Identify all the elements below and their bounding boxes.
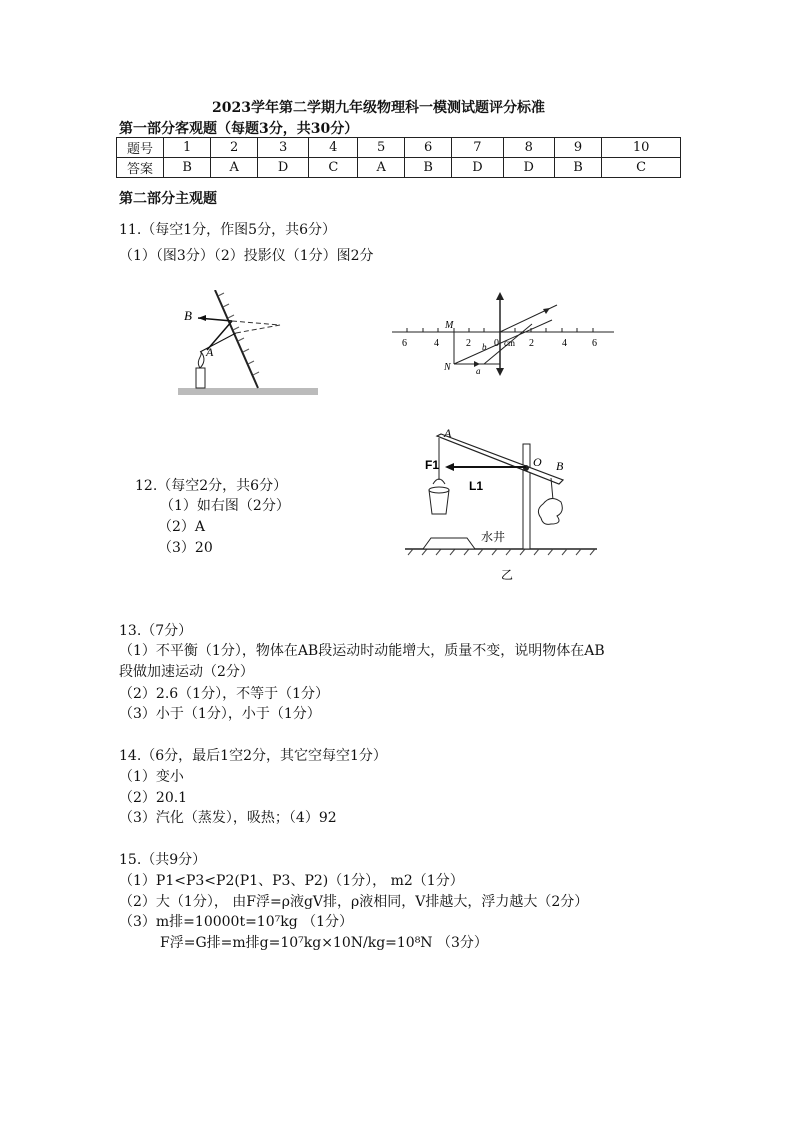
- q11-line1: （1）（图3分）（2）投影仪（1分）图2分: [119, 248, 374, 264]
- table-cell: B: [554, 158, 601, 178]
- ground-hatch: [408, 549, 595, 555]
- tick-label: 6: [592, 338, 597, 349]
- q12-line3: （3）20: [158, 540, 213, 556]
- table-cell: 3: [257, 138, 308, 158]
- table-cell: 10: [602, 138, 681, 158]
- lens-arrow-top: [496, 292, 504, 300]
- tick-label: 0: [494, 338, 499, 349]
- table-cell: C: [309, 158, 358, 178]
- label-a: A: [206, 345, 214, 359]
- ground: [178, 388, 318, 395]
- arm-arrow: [445, 463, 454, 471]
- table-cell: 7: [452, 138, 503, 158]
- candle: [196, 368, 205, 388]
- tick-label: 2: [529, 338, 534, 349]
- q12-header: 12.（每空2分，共6分）: [135, 478, 288, 494]
- q14-header: 14.（6分，最后1空2分，其它空每空1分）: [119, 748, 387, 764]
- bucket: [429, 490, 449, 514]
- tick-label: 6: [402, 338, 407, 349]
- q13-line3: （3）小于（1分），小于（1分）: [119, 706, 321, 722]
- q12-line2: （2）A: [158, 519, 206, 535]
- mirror-hatch: [218, 293, 259, 375]
- virtual-ray-1: [232, 321, 280, 325]
- q15-line2: （2）大（1分）， 由F浮=ρ液gV排，ρ液相同，V排越大，浮力越大（2分）: [119, 894, 589, 910]
- q13-line1b: 段做加速运动（2分）: [119, 664, 254, 680]
- table-cell: A: [211, 158, 258, 178]
- mirror-line: [215, 290, 258, 388]
- tick-label: 4: [434, 338, 439, 349]
- unit-label: cm: [504, 338, 515, 348]
- table-cell: D: [503, 158, 554, 178]
- label-a: a: [476, 366, 481, 376]
- table-cell: D: [452, 158, 503, 178]
- arrow-head: [198, 315, 206, 321]
- q15-line1: （1）P1<P3<P2(P1、P3、P2)（1分）， m2（1分）: [119, 873, 464, 889]
- q14-line2: （2）20.1: [119, 790, 188, 806]
- table-cell: B: [404, 158, 451, 178]
- q13-line1: （1）不平衡（1分），物体在AB段运动时动能增大，质量不变，说明物体在AB: [119, 643, 605, 659]
- label-m: M: [445, 320, 454, 331]
- lever-bar: [437, 434, 563, 484]
- q14-line3: （3）汽化（蒸发），吸热；（4）92: [119, 810, 337, 826]
- q12-line1: （1）如右图（2分）: [160, 498, 290, 514]
- label-b: b: [482, 342, 487, 352]
- figure-caption: 乙: [501, 568, 514, 582]
- q15-line3: （3）m排=10000t=10⁷kg （1分）: [119, 914, 354, 930]
- table-cell: D: [257, 158, 308, 178]
- q15-line4: F浮=G排=m排g=10⁷kg×10N/kg=10⁸N （3分）: [160, 935, 488, 951]
- label-b: B: [556, 459, 564, 473]
- virtual-ray-2: [236, 325, 280, 333]
- q11-header: 11.（每空1分，作图5分，共6分）: [119, 222, 336, 238]
- q14-line1: （1）变小: [119, 769, 184, 785]
- table-cell: 题号: [117, 138, 164, 158]
- tick-label: 4: [562, 338, 567, 349]
- label-a: A: [444, 426, 452, 440]
- well-label: 水井: [481, 530, 506, 544]
- label-f1: F1: [425, 458, 440, 472]
- lever-figure: [405, 422, 600, 584]
- table-cell: A: [358, 158, 405, 178]
- table-row: [117, 138, 681, 158]
- q15-header: 15.（共9分）: [119, 852, 207, 868]
- post: [523, 444, 530, 549]
- table-cell: 4: [309, 138, 358, 158]
- lens-arrow-bottom: [496, 368, 504, 376]
- table-cell: 6: [404, 138, 451, 158]
- q13-line2: （2）2.6（1分），不等于（1分）: [119, 686, 329, 702]
- table-cell: 5: [358, 138, 405, 158]
- table-cell: 2: [211, 138, 258, 158]
- doc-title: 2023学年第二学期九年级物理科一模测试题评分标准: [212, 100, 545, 116]
- tick-label: 2: [466, 338, 471, 349]
- table-cell: 9: [554, 138, 601, 158]
- stone: [538, 498, 562, 524]
- part1-heading: 第一部分客观题（每题3分，共30分）: [119, 121, 359, 137]
- q13-header: 13.（7分）: [119, 623, 193, 639]
- table-cell: 答案: [117, 158, 164, 178]
- well-mound: [423, 538, 475, 549]
- label-b: B: [184, 308, 192, 323]
- table-cell: 8: [503, 138, 554, 158]
- flame: [198, 352, 204, 368]
- label-l1: L1: [469, 479, 484, 493]
- label-n: N: [444, 362, 451, 373]
- answer-table: [116, 137, 681, 178]
- table-cell: 1: [164, 138, 211, 158]
- table-cell: B: [164, 158, 211, 178]
- mirror-figure: [170, 290, 330, 400]
- part2-heading: 第二部分主观题: [119, 191, 217, 207]
- label-o: O: [533, 455, 542, 469]
- lens-figure: [392, 290, 614, 380]
- table-cell: C: [602, 158, 681, 178]
- bucket-rim: [429, 487, 449, 493]
- table-row: [117, 158, 681, 178]
